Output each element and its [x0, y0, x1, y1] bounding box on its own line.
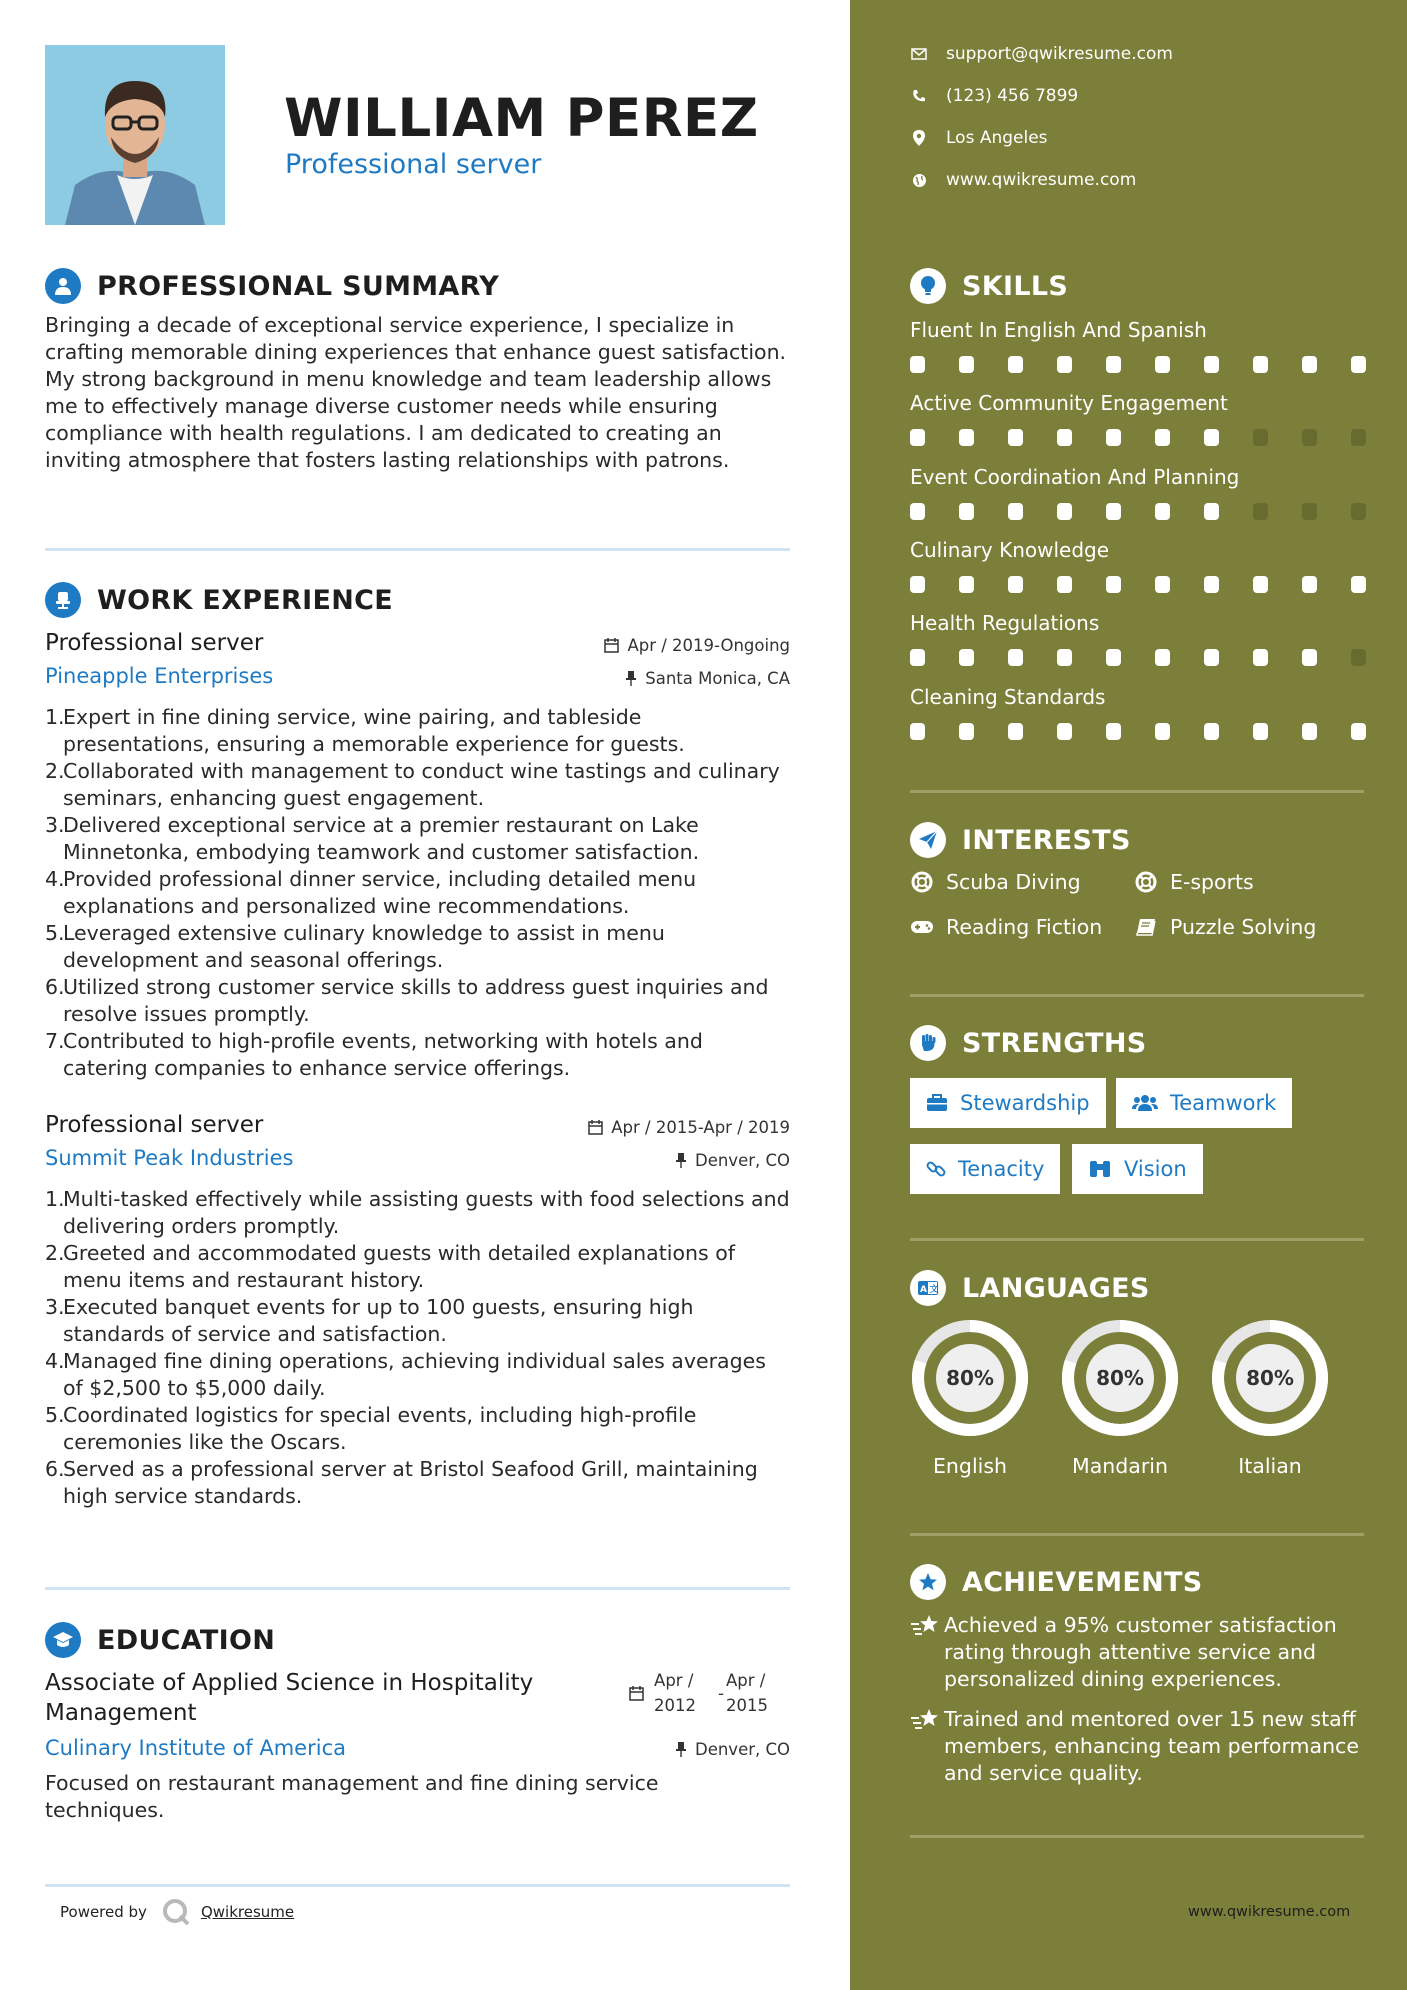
phone-icon — [910, 89, 928, 103]
skill-level-meter — [910, 429, 1366, 446]
skill-dot — [1057, 356, 1072, 373]
skill-item — [910, 318, 1366, 373]
skill-dot — [1057, 503, 1072, 520]
skill-dot — [959, 429, 974, 446]
list-item: Multi-tasked effectively while assisting guests with food selections and delivering orders promptly. — [63, 1187, 790, 1238]
start-date — [654, 1668, 696, 1718]
start-year: 2012 — [654, 1696, 697, 1715]
interest-label: E-sports — [1170, 870, 1254, 894]
job-dates — [604, 636, 790, 655]
strengths-header — [910, 1025, 1147, 1061]
skill-dot — [1057, 723, 1072, 740]
skill-dot — [959, 576, 974, 593]
divider — [45, 548, 790, 551]
pin-icon — [625, 671, 637, 686]
skill-dot — [1106, 356, 1121, 373]
shooting-star-icon — [910, 1706, 944, 1787]
map-marker-icon — [910, 130, 928, 146]
globe-icon — [910, 173, 928, 188]
skill-dot — [1351, 503, 1366, 520]
contact-website[interactable] — [910, 170, 1136, 190]
strength-label: Stewardship — [960, 1091, 1090, 1115]
divider — [45, 1884, 790, 1887]
interest-label: Reading Fiction — [946, 915, 1103, 939]
degree-line: Associate of Applied Science in Hospitality — [45, 1670, 534, 1696]
list-item: Contributed to high-profile events, networking with hotels and catering companies to enhance service offerings. — [63, 1029, 703, 1080]
skill-dot — [959, 723, 974, 740]
skill-dot — [1204, 576, 1219, 593]
strength-badge — [1072, 1144, 1203, 1194]
language-name: English — [932, 1454, 1008, 1478]
briefcase-icon — [926, 1094, 948, 1112]
interests-title: INTERESTS — [962, 824, 1131, 856]
end-year: 2015 — [726, 1696, 768, 1715]
start-month: Apr / — [654, 1671, 694, 1690]
education-location-text: Denver, CO — [694, 1740, 790, 1759]
strength-label: Tenacity — [958, 1157, 1045, 1181]
skill-name: Culinary Knowledge — [910, 538, 1110, 562]
skill-dot — [1008, 429, 1023, 446]
book-icon — [1134, 917, 1158, 937]
skill-item — [910, 685, 1366, 740]
job-dates-text: Apr / 2015-Apr / 2019 — [611, 1118, 790, 1137]
language-item — [1060, 1318, 1180, 1478]
interest-item — [1134, 915, 1316, 939]
job-entry — [45, 1112, 790, 1510]
skill-item — [910, 465, 1366, 520]
interest-item — [1134, 870, 1254, 894]
strength-label: Vision — [1124, 1157, 1187, 1181]
achievement-text: Trained and mentored over 15 new staff members, enhancing team performance and service quality. — [944, 1707, 1359, 1785]
strength-badge — [910, 1078, 1106, 1128]
language-percent: 80% — [946, 1366, 994, 1390]
skill-dot — [1106, 429, 1121, 446]
skill-dot — [1155, 429, 1170, 446]
sidebar — [850, 0, 1407, 1990]
work-title: WORK EXPERIENCE — [97, 584, 393, 616]
list-item: Collaborated with management to conduct wine tastings and culinary seminars, enhancing guest engagement. — [63, 759, 780, 810]
candidate-role: Professional server — [285, 149, 542, 180]
list-item: Utilized strong customer service skills to address guest inquiries and resolve issues promptly. — [63, 975, 769, 1026]
skill-dot — [1253, 503, 1268, 520]
strength-label: Teamwork — [1170, 1091, 1277, 1115]
skills-title: SKILLS — [962, 270, 1069, 302]
skill-item — [910, 391, 1366, 446]
location-text: Los Angeles — [946, 128, 1048, 148]
graduation-cap-icon — [45, 1622, 81, 1658]
lightbulb-icon — [910, 268, 946, 304]
skills-header — [910, 268, 1068, 304]
language-ring — [1210, 1318, 1330, 1438]
job-company: Summit Peak Industries — [45, 1146, 294, 1170]
phone-text: (123) 456 7899 — [946, 86, 1079, 106]
divider — [910, 1533, 1364, 1536]
education-entry — [45, 1668, 790, 1824]
powered-by — [60, 1897, 294, 1927]
contact-phone[interactable] — [910, 86, 1078, 106]
skill-dot — [1351, 723, 1366, 740]
skill-level-meter — [910, 649, 1366, 666]
skill-dot — [1008, 356, 1023, 373]
language-name: Mandarin — [1072, 1454, 1168, 1478]
education-description: Focused on restaurant management and fine dining service techniques. — [45, 1771, 659, 1822]
skill-dot — [1253, 429, 1268, 446]
language-ring — [910, 1318, 1030, 1438]
skill-dot — [1204, 429, 1219, 446]
divider — [910, 1238, 1364, 1241]
list-item: Delivered exceptional service at a premier restaurant on Lake Minnetonka, embodying teamwork and customer satisfaction. — [63, 813, 700, 864]
skill-dot — [1106, 649, 1121, 666]
contact-email[interactable] — [910, 44, 1173, 64]
skill-dot — [1253, 649, 1268, 666]
skill-level-meter — [910, 576, 1366, 593]
divider — [910, 790, 1364, 793]
school: Culinary Institute of America — [45, 1736, 346, 1760]
skill-dot — [1351, 649, 1366, 666]
lifebuoy-icon — [1134, 871, 1158, 893]
qwikresume-link[interactable]: Qwikresume — [200, 1903, 295, 1921]
language-item — [910, 1318, 1030, 1478]
skill-name: Cleaning Standards — [910, 685, 1106, 709]
interest-label: Puzzle Solving — [1170, 915, 1317, 939]
skill-dot — [1302, 649, 1317, 666]
achievements-title: ACHIEVEMENTS — [962, 1566, 1203, 1598]
skill-dot — [1008, 649, 1023, 666]
skill-dot — [1351, 429, 1366, 446]
skill-dot — [910, 576, 925, 593]
user-icon — [45, 268, 81, 304]
languages-header — [910, 1270, 1150, 1306]
svg-text:文: 文 — [929, 1285, 939, 1295]
summary-section — [45, 266, 790, 474]
skill-dot — [1106, 723, 1121, 740]
language-item — [1210, 1318, 1330, 1478]
binoculars-icon — [1088, 1159, 1112, 1179]
interests-header — [910, 822, 1131, 858]
end-date — [726, 1668, 768, 1718]
divider — [910, 994, 1364, 997]
skill-name: Event Coordination And Planning — [910, 465, 1240, 489]
skill-dot — [1155, 576, 1170, 593]
degree — [45, 1668, 585, 1728]
skill-dot — [1057, 429, 1072, 446]
achievement-text: Achieved a 95% customer satisfaction rating through attentive service and personalized dining experiences. — [944, 1613, 1337, 1691]
skill-dot — [1204, 649, 1219, 666]
job-dates — [588, 1118, 790, 1137]
skill-dot — [910, 723, 925, 740]
candidate-name: WILLIAM PEREZ — [284, 88, 759, 149]
skill-dot — [1008, 723, 1023, 740]
education-title: EDUCATION — [97, 1624, 276, 1656]
email-text: support@qwikresume.com — [946, 44, 1173, 64]
link-icon — [926, 1159, 946, 1179]
skill-name: Fluent In English And Spanish — [910, 318, 1207, 342]
interest-label: Scuba Diving — [946, 870, 1081, 894]
language-ring — [1060, 1318, 1180, 1438]
skill-dot — [910, 503, 925, 520]
skill-dot — [1155, 503, 1170, 520]
divider — [45, 1587, 790, 1590]
shooting-star-icon — [910, 1612, 944, 1693]
skill-dot — [1253, 356, 1268, 373]
skill-dot — [1253, 576, 1268, 593]
work-section — [45, 580, 790, 1510]
skill-dot — [910, 429, 925, 446]
skill-name: Active Community Engagement — [910, 391, 1228, 415]
degree-line: Management — [45, 1700, 197, 1726]
skill-dot — [1155, 723, 1170, 740]
skill-item — [910, 538, 1366, 593]
skill-dot — [1351, 576, 1366, 593]
pin-icon — [675, 1153, 687, 1168]
job-dates-text: Apr / 2019-Ongoing — [627, 636, 790, 655]
skill-item — [910, 611, 1366, 666]
job-location-text: Denver, CO — [694, 1151, 790, 1170]
strength-badge — [1116, 1078, 1292, 1128]
translate-icon — [910, 1270, 946, 1306]
job-location — [625, 669, 790, 688]
job-title: Professional server — [45, 1112, 264, 1138]
skill-dot — [1057, 576, 1072, 593]
briefcase-chair-icon — [45, 582, 81, 618]
skill-dot — [1008, 503, 1023, 520]
skill-dot — [1302, 723, 1317, 740]
fist-icon — [910, 1025, 946, 1061]
list-item: Served as a professional server at Bristol Seafood Grill, maintaining high service standards. — [63, 1457, 758, 1508]
skill-dot — [1302, 503, 1317, 520]
skill-name: Health Regulations — [910, 611, 1100, 635]
skill-dot — [910, 356, 925, 373]
users-icon — [1132, 1094, 1158, 1112]
list-item: Expert in fine dining service, wine pairing, and tableside presentations, ensuring a memorable experience for guests. — [63, 705, 685, 756]
languages-title: LANGUAGES — [962, 1272, 1150, 1304]
svg-text:A: A — [920, 1285, 927, 1295]
skill-dot — [1008, 576, 1023, 593]
job-location — [675, 1151, 790, 1170]
powered-by-label: Powered by — [60, 1903, 147, 1921]
star-badge-icon — [910, 1564, 946, 1600]
skill-dot — [1204, 503, 1219, 520]
list-item: Managed fine dining operations, achieving individual sales averages of $2,500 to $5,000 daily. — [63, 1349, 766, 1400]
end-month: Apr / — [726, 1671, 766, 1690]
paper-plane-icon — [910, 822, 946, 858]
lifebuoy-icon — [910, 871, 934, 893]
job-entry — [45, 630, 790, 1082]
education-dates — [629, 1668, 768, 1718]
language-percent: 80% — [1096, 1366, 1144, 1390]
achievement-item — [910, 1706, 1370, 1787]
gamepad-icon — [910, 919, 934, 935]
list-item: Executed banquet events for up to 100 guests, ensuring high standards of service and satisfaction. — [63, 1295, 694, 1346]
calendar-icon — [629, 1686, 644, 1701]
education-section — [45, 1620, 790, 1824]
language-percent: 80% — [1246, 1366, 1294, 1390]
skill-dot — [1057, 649, 1072, 666]
calendar-icon — [604, 638, 619, 653]
job-title: Professional server — [45, 630, 264, 656]
list-item: Greeted and accommodated guests with detailed explanations of menu items and restaurant history. — [63, 1241, 735, 1292]
strength-badge — [910, 1144, 1060, 1194]
skill-dot — [1106, 576, 1121, 593]
job-location-text: Santa Monica, CA — [645, 669, 790, 688]
skill-dot — [1155, 356, 1170, 373]
strengths-title: STRENGTHS — [962, 1027, 1147, 1059]
skill-dot — [1351, 356, 1366, 373]
calendar-icon — [588, 1120, 603, 1135]
skill-dot — [1155, 649, 1170, 666]
summary-title: PROFESSIONAL SUMMARY — [97, 270, 500, 302]
skill-dot — [959, 503, 974, 520]
job-bullets — [45, 704, 790, 1082]
job-company: Pineapple Enterprises — [45, 664, 274, 688]
pin-icon — [675, 1742, 687, 1757]
skill-dot — [959, 356, 974, 373]
qwikresume-logo-icon — [161, 1897, 191, 1927]
list-item: Coordinated logistics for special events, including high-profile ceremonies like the Oscars. — [63, 1403, 697, 1454]
skill-dot — [910, 649, 925, 666]
achievements-header — [910, 1564, 1203, 1600]
list-item: Leveraged extensive culinary knowledge to assist in menu development and seasonal offerings. — [63, 921, 665, 972]
language-name: Italian — [1238, 1454, 1302, 1478]
education-location — [675, 1740, 790, 1759]
footer-website[interactable]: www.qwikresume.com — [1188, 1904, 1351, 1920]
job-bullets — [45, 1186, 790, 1510]
skill-dot — [1253, 723, 1268, 740]
profile-photo — [45, 45, 225, 225]
achievement-item — [910, 1612, 1370, 1693]
list-item: Provided professional dinner service, including detailed menu explanations and personalized wine recommendations. — [63, 867, 697, 918]
skill-dot — [1302, 576, 1317, 593]
divider — [910, 1835, 1364, 1838]
skill-dot — [1204, 356, 1219, 373]
skill-dot — [1302, 356, 1317, 373]
skill-level-meter — [910, 723, 1366, 740]
date-dash: - — [718, 1683, 724, 1703]
interest-item — [910, 915, 1102, 939]
skill-dot — [1302, 429, 1317, 446]
skill-dot — [1204, 723, 1219, 740]
skill-level-meter — [910, 356, 1366, 373]
envelope-icon — [910, 48, 928, 60]
summary-text: Bringing a decade of exceptional service experience, I specialize in crafting memorable dining experiences that enhance guest satisfaction. My strong background in menu knowledge and team leadership allows me to effectively manage diverse customer needs while ensuring compliance with health regulations. I am dedicated to creating an inviting atmosphere that fosters lasting relationships with patrons. — [45, 313, 787, 472]
skill-level-meter — [910, 503, 1366, 520]
website-text: www.qwikresume.com — [946, 170, 1137, 190]
skill-dot — [1106, 503, 1121, 520]
interest-item — [910, 870, 1081, 894]
skill-dot — [959, 649, 974, 666]
contact-location — [910, 128, 1048, 148]
